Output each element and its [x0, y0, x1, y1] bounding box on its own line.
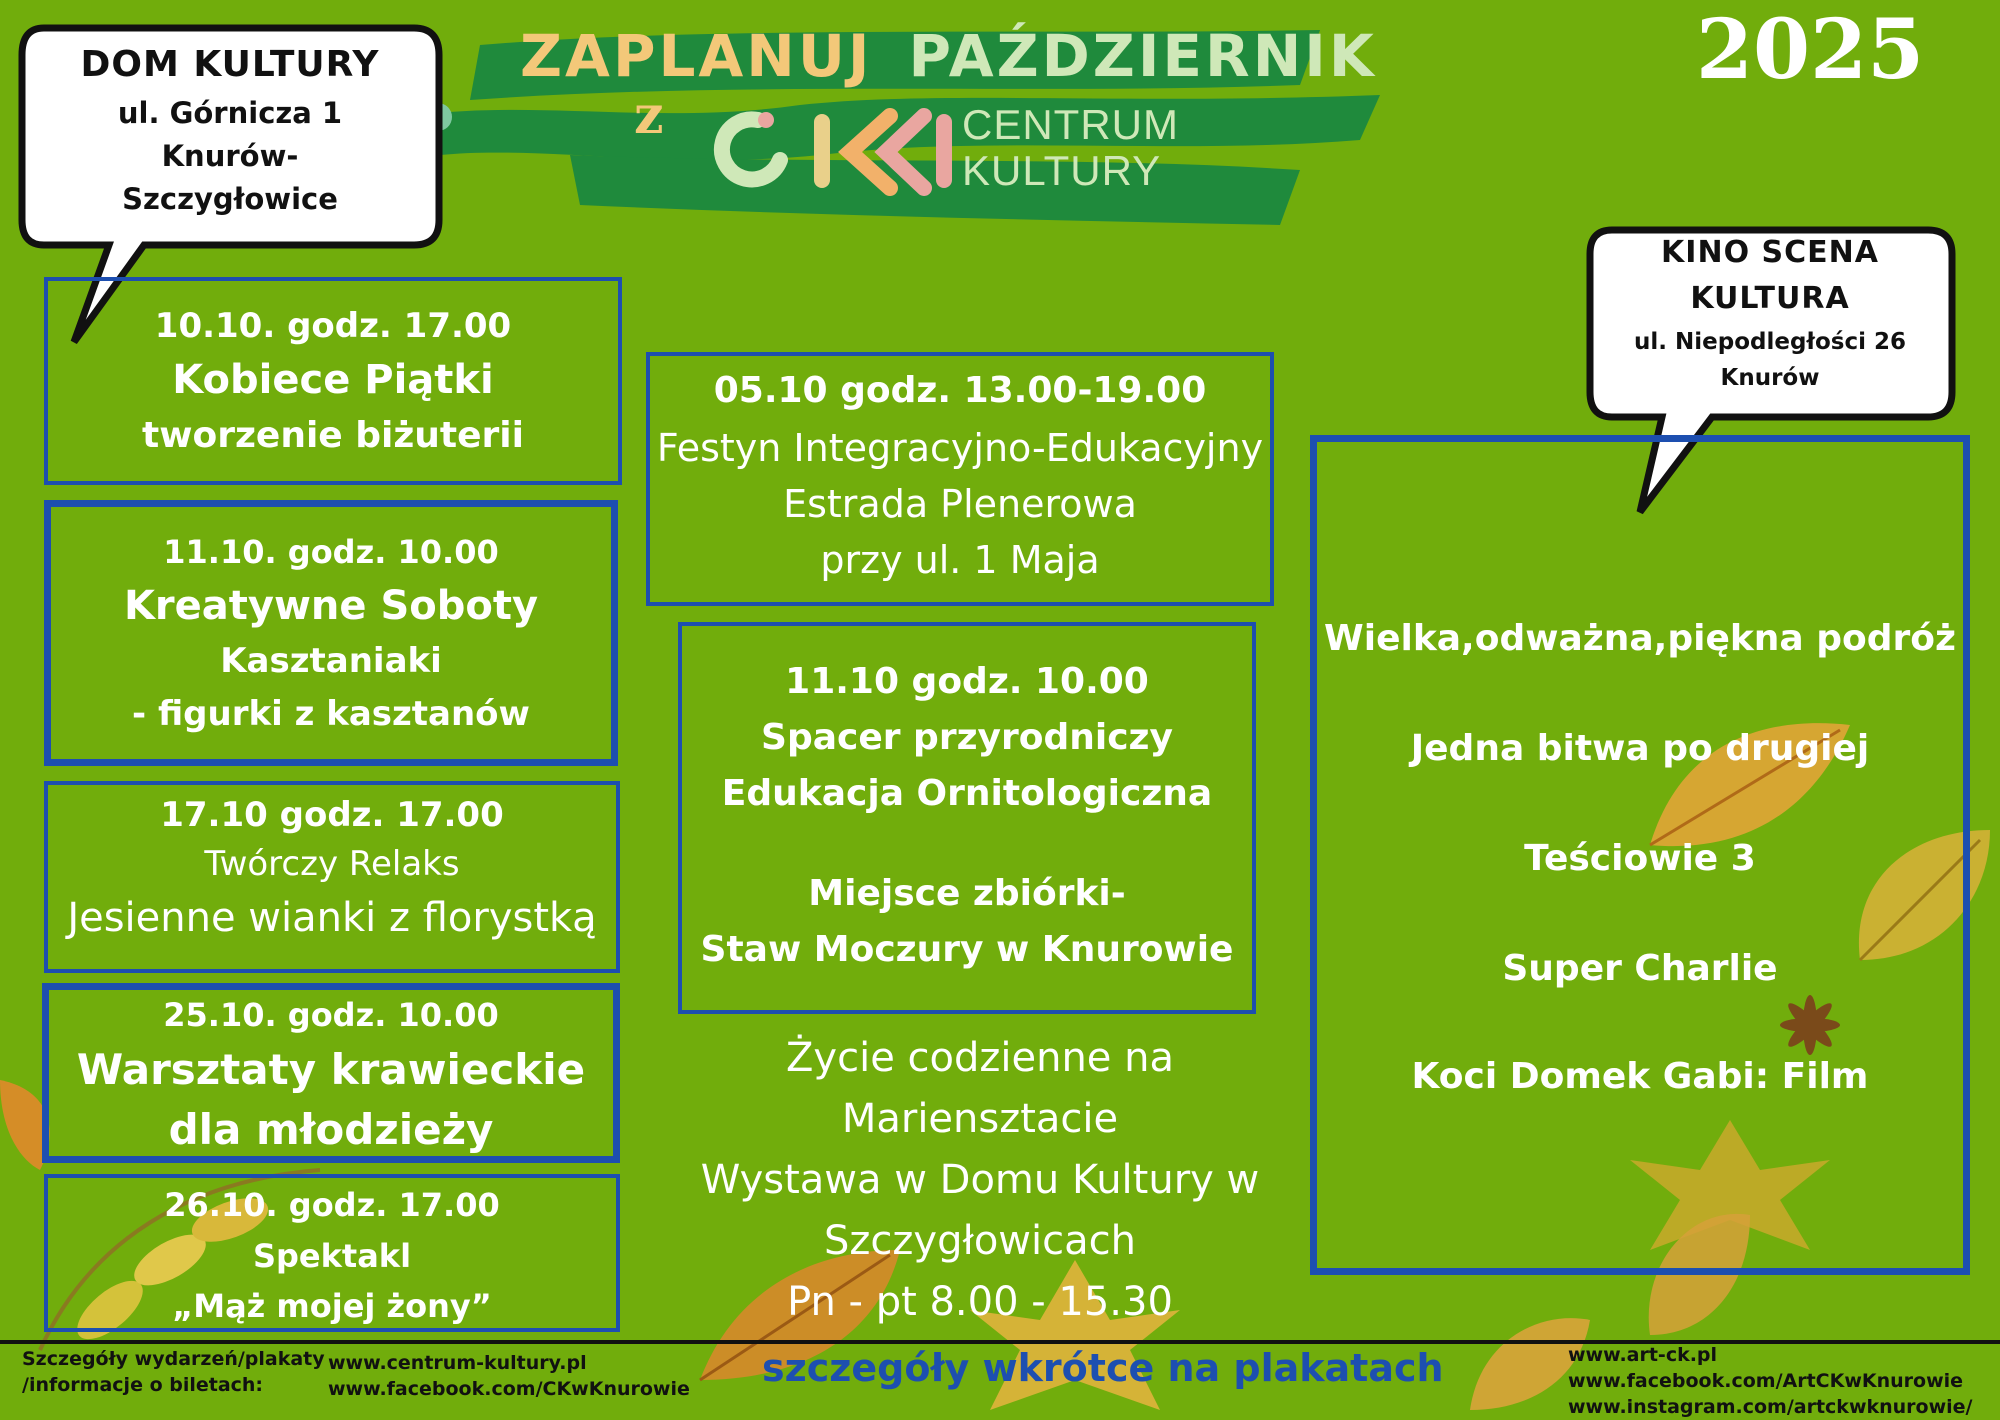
exhibition-venue: Wystawa w Domu Kultury w	[700, 1157, 1260, 1203]
event-date: 17.10 godz. 17.00	[160, 795, 504, 835]
event-box	[44, 1174, 620, 1332]
instagram-link[interactable]: www.instagram.com/artckwknurowie/	[1568, 1396, 1973, 1418]
ck-logo-icon	[710, 100, 960, 196]
event-date: 05.10 godz. 13.00-19.00	[713, 370, 1207, 411]
footer-info-line: /informacje o biletach:	[22, 1374, 264, 1396]
event-date: 26.10. godz. 17.00	[164, 1186, 500, 1224]
event-box	[42, 983, 620, 1163]
venue-address: ul. Górnicza 1	[117, 96, 343, 130]
website-link[interactable]: www.centrum-kultury.pl	[328, 1352, 587, 1374]
event-date: 10.10. godz. 17.00	[154, 306, 512, 346]
event-description: tworzenie biżuterii	[142, 415, 524, 456]
dom-kultury-info	[30, 40, 430, 222]
film-list	[1310, 435, 1970, 1275]
footer-links-right	[1568, 1342, 1973, 1420]
film-title: Super Charlie	[1502, 948, 1778, 989]
event-date: 25.10. godz. 10.00	[163, 996, 499, 1034]
event-description: Kasztaniaki	[220, 641, 442, 681]
event-title: Spektakl	[252, 1237, 412, 1275]
title-word-plan: ZAPLANUJ	[520, 22, 873, 90]
logo-text-line: KULTURY	[962, 147, 1162, 194]
title-word-month: PAŹDZIERNIK	[908, 22, 1377, 90]
facebook-link[interactable]: www.facebook.com/ArtCKwKnurowie	[1568, 1370, 1964, 1392]
exhibition-hours: Pn - pt 8.00 - 15.30	[787, 1279, 1173, 1325]
kino-info	[1600, 230, 1940, 394]
event-box	[44, 277, 622, 485]
venue-address: ul. Niepodległości 26	[1634, 329, 1906, 355]
event-title: Spacer przyrodniczy	[761, 717, 1173, 758]
event-title: Edukacja Ornitologiczna	[721, 773, 1213, 814]
film-title: Koci Domek Gabi: Film	[1411, 1056, 1869, 1097]
event-description: „Mąż mojej żony”	[172, 1287, 492, 1325]
website-link[interactable]: www.art-ck.pl	[1568, 1344, 1718, 1366]
venue-city: Szczygłowice	[122, 182, 338, 216]
venue-title: KULTURA	[1690, 281, 1850, 316]
event-location: Estrada Plenerowa	[783, 482, 1137, 526]
logo-text	[962, 102, 1179, 194]
logo-text-line: CENTRUM	[962, 101, 1179, 148]
exhibition-title: Mariensztacie	[841, 1096, 1119, 1142]
event-title: Festyn Integracyjno-Edukacyjny	[656, 426, 1264, 470]
film-title: Wielka,odważna,piękna podróż	[1324, 618, 1956, 659]
footer-info-line: Szczegóły wydarzeń/plakaty	[22, 1348, 325, 1370]
event-meeting-point: Miejsce zbiórki-	[808, 873, 1126, 914]
facebook-link[interactable]: www.facebook.com/CKwKnurowie	[328, 1378, 690, 1400]
footer-links	[328, 1350, 690, 1402]
venue-title: KINO SCENA	[1661, 235, 1879, 270]
event-box	[44, 781, 620, 973]
venue-city: Knurów	[1720, 365, 1820, 391]
event-title: Warsztaty krawieckie	[76, 1045, 586, 1094]
event-title: Kreatywne Soboty	[123, 583, 539, 629]
event-box	[678, 622, 1256, 1014]
venue-city: Knurów-	[161, 139, 299, 173]
event-title: dla młodzieży	[168, 1105, 494, 1154]
footer-info	[22, 1346, 325, 1398]
event-meeting-point: Staw Moczury w Knurowie	[700, 929, 1234, 970]
exhibition-title: Życie codzienne na	[786, 1035, 1174, 1081]
venue-title: DOM KULTURY	[80, 44, 380, 85]
event-box	[44, 500, 618, 766]
spacer	[682, 822, 1252, 866]
event-description: Jesienne wianki z florystką	[67, 895, 597, 941]
title-connector: z	[634, 85, 664, 146]
announcement-text: szczegóły wkrótce na plakatach	[762, 1346, 1444, 1390]
event-title: Kobiece Piątki	[172, 357, 494, 403]
event-description: - figurki z kasztanów	[132, 694, 530, 734]
event-title: Twórczy Relaks	[204, 844, 460, 884]
event-date: 11.10. godz. 10.00	[163, 533, 499, 571]
event-box	[646, 352, 1274, 606]
page-title	[520, 22, 1377, 90]
event-location: przy ul. 1 Maja	[820, 538, 1100, 582]
event-date: 11.10 godz. 10.00	[785, 661, 1149, 702]
film-title: Jedna bitwa po drugiej	[1410, 728, 1870, 769]
film-title: Teściowie 3	[1524, 838, 1756, 879]
exhibition-info	[680, 1028, 1280, 1333]
exhibition-venue: Szczygłowicach	[824, 1218, 1136, 1264]
year-label: 2025	[1696, 2, 1925, 98]
